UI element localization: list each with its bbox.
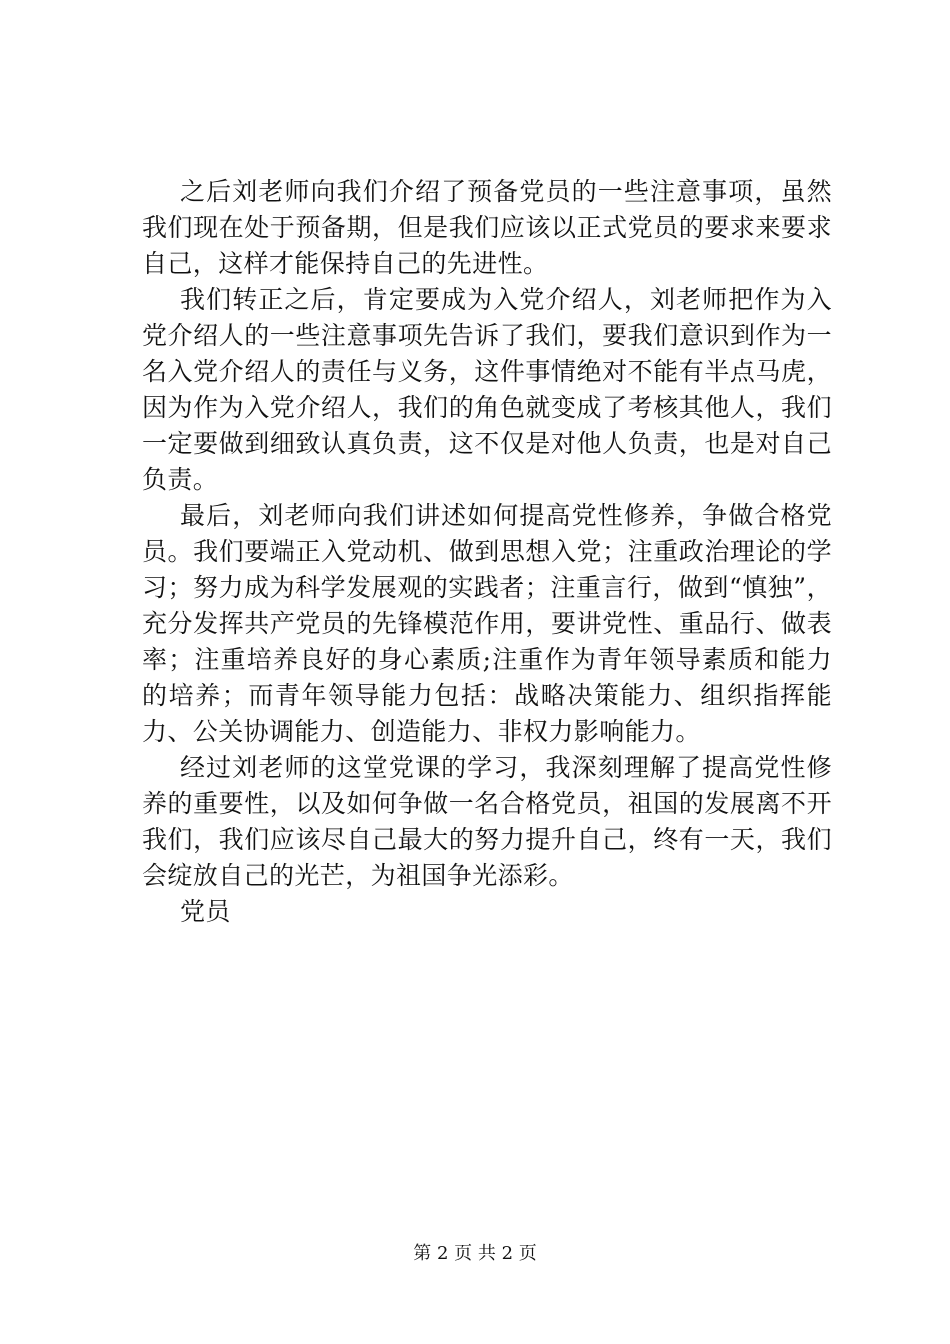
- document-body: [142, 174, 832, 930]
- paragraph-3: 最后，刘老师向我们讲述如何提高党性修养，争做合格党员。我们要端正入党动机、做到思想入党；注重政治理论的学习；努力成为科学发展观的实践者；注重言行，做到“慎独”，充分发挥共产党员的先锋模范作用，要讲党性、重品行、做表率；注重培养良好的身心素质;注重作为青年领导素质和能力的培养；而青年领导能力包括：战略决策能力、组织指挥能力、公关协调能力、创造能力、非权力影响能力。: [142, 501, 832, 746]
- paragraph-4: 经过刘老师的这堂党课的学习，我深刻理解了提高党性修养的重要性，以及如何争做一名合格党员，祖国的发展离不开我们，我们应该尽自己最大的努力提升自己，终有一天，我们会绽放自己的光芒，为祖国争光添彩。: [142, 753, 832, 890]
- paragraph-1: 之后刘老师向我们介绍了预备党员的一些注意事项，虽然我们现在处于预备期，但是我们应该以正式党员的要求来要求自己，这样才能保持自己的先进性。: [142, 177, 832, 278]
- paragraph-5: 党员: [180, 897, 231, 926]
- page-number-footer: 第 2 页 共 2 页: [413, 1243, 537, 1264]
- paragraph-2: 我们转正之后，肯定要成为入党介绍人，刘老师把作为入党介绍人的一些注意事项先告诉了我们，要我们意识到作为一名入党介绍人的责任与义务，这件事情绝对不能有半点马虎，因为作为入党介绍人，我们的角色就变成了考核其他人，我们一定要做到细致认真负责，这不仅是对他人负责，也是对自己负责。: [142, 285, 832, 494]
